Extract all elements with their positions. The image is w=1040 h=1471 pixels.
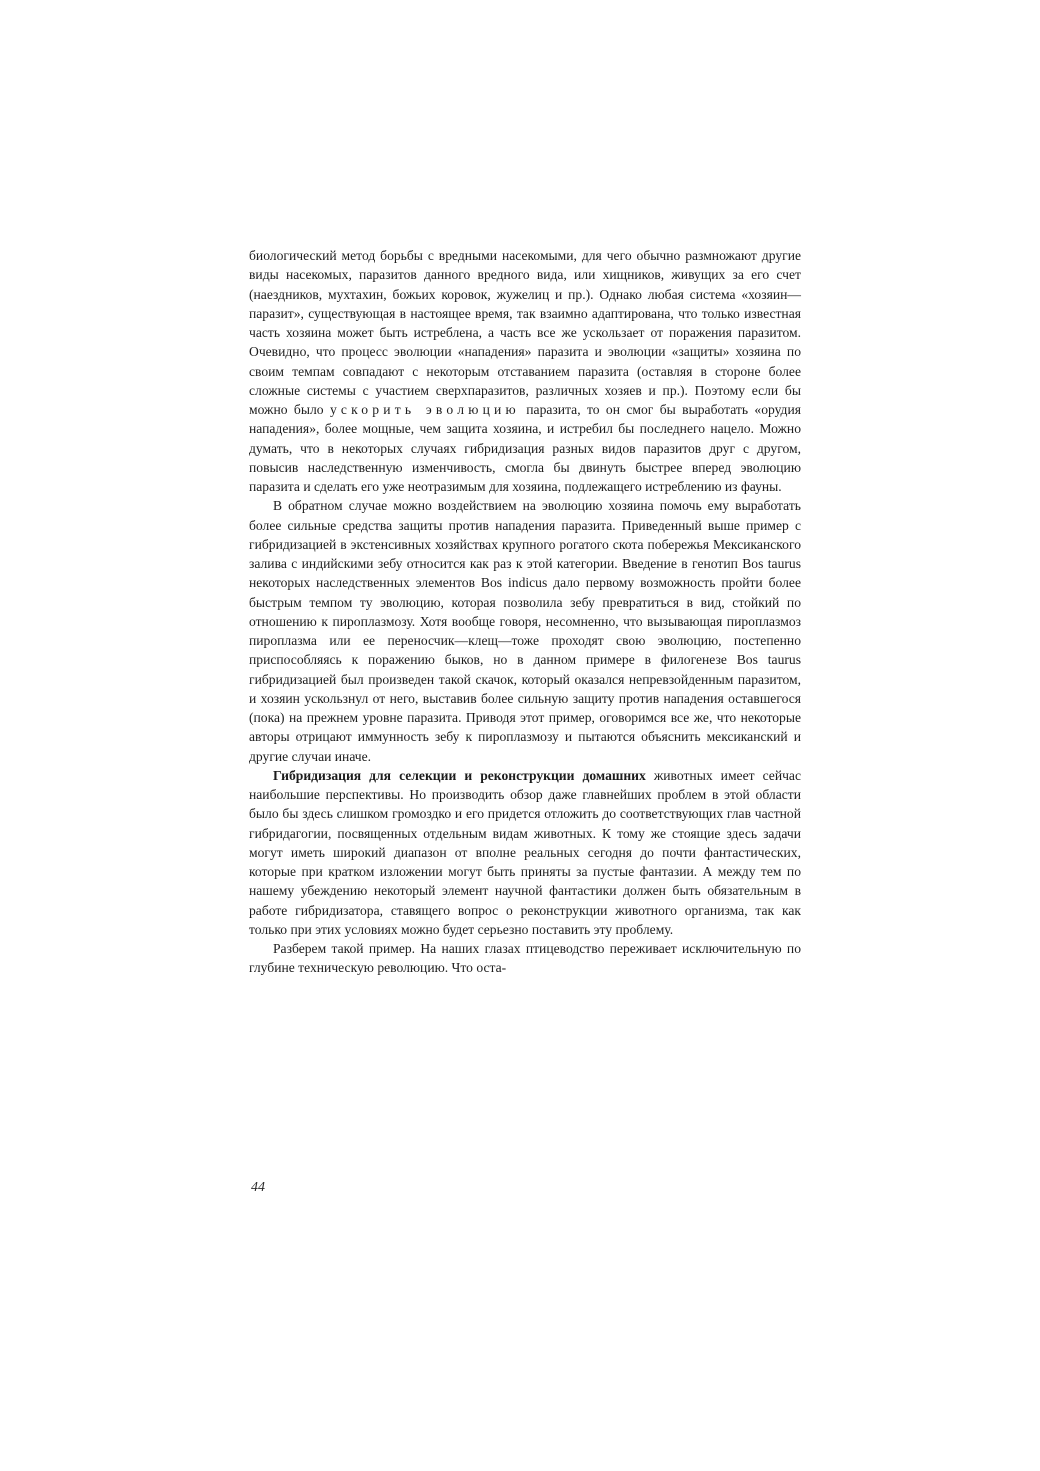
- paragraph-4: [249, 939, 801, 978]
- paragraph-3-text: животных имеет сейчас наибольшие перспективы. Но производить обзор даже главнейших проблем в этой области было бы здесь слишком громоздко и его придется отложить до соответствующих глав частной гибридагогии, посвященных отдельным видам животных. К тому же стоящие здесь задачи могут иметь широкий диапазон от вполне реальных сегодня до почти фантастических, которые при кратком изложении могут быть приняты за пустые фантазии. А между тем по нашему убеждению некоторый элемент научной фантастики должен быть обязательным в работе гибридизатора, ставящего вопрос о реконструкции животного организма, так как только при этих условиях можно будет серьезно поставить эту проблему.: [249, 767, 802, 937]
- page-text-block: [249, 246, 801, 978]
- paragraph-1-part2: паразита, то он смог бы выработать «орудия нападения», более мощные, чем защита хозяина, и истребил бы последнего нацело. Можно думать, что в некоторых случаях гибридизация разных видов паразитов друг с другом, повысив наследственную изменчивость, смогла бы двинуть быстрее вперед эволюцию паразита и сделать его уже неотразимым для хозяина, подлежащего истреблению из фауны.: [249, 402, 801, 494]
- paragraph-1: [249, 246, 801, 496]
- paragraph-3-bold-lead: Гибридизация для селекции и реконструкции домашних: [273, 767, 646, 783]
- paragraph-2: [249, 496, 801, 766]
- page-number: 44: [251, 1180, 265, 1195]
- paragraph-1-part1: биологический метод борьбы с вредными насекомыми, для чего обычно размножают другие виды насекомых, паразитов данного вредного вида, или хищников, живущих за его счет (наездников, мухтахин, божьих коровок, жужелиц и пр.). Однако любая система «хозяин—паразит», существующая в настоящее время, так взаимно адаптирована, что только известная часть хозяина может быть истреблена, а часть все же ускользает от поражения паразитом. Очевидно, что процесс эволюции «нападения» паразита и эволюции «защиты» хозяина по своим темпам совпадают с некоторым отставанием паразита (оставляя в стороне более сложные системы с участием сверхпаразитов, различных хозяев и пр.). Поэтому если бы можно было: [249, 248, 801, 417]
- paragraph-3: [249, 766, 801, 939]
- paragraph-4-text: Разберем такой пример. На наших глазах птицеводство переживает исключительную по глубине техническую революцию. Что оста-: [249, 941, 801, 976]
- paragraph-2-text: В обратном случае можно воздействием на эволюцию хозяина помочь ему выработать более сильные средства защиты против нападения паразита. Приведенный выше пример с гибридизацией в экстенсивных хозяйствах крупного рогатого скота побережья Мексиканского залива с индийскими зебу относится как раз к этой категории. Введение в генотип Bos taurus некоторых наследственных элементов Bos indicus дало первому возможность пройти более быстрым темпом ту эволюцию, которая позволила зебу превратиться в вид, стойкий по отношению к пироплазмозу. Хотя вообще говоря, несомненно, что вызывающая пироплазмоз пироплазма или ее переносчик—клещ—тоже проходят свою эволюцию, постепенно приспособляясь к поражению быков, но в данном примере в филогенезе Bos taurus гибридизацией был произведен такой скачок, который оказался непревзойденным паразитом, и хозяин ускользнул от него, выставив более сильную защиту против нападения оставшегося (пока) на прежнем уровне паразита. Приводя этот пример, оговоримся все же, что некоторые авторы отрицают иммунность зебу к пироплазмозу и пытаются объяснить мексиканский и другие случаи иначе.: [249, 498, 801, 764]
- paragraph-1-spaced-emphasis: ускорить эволюцию: [329, 402, 520, 417]
